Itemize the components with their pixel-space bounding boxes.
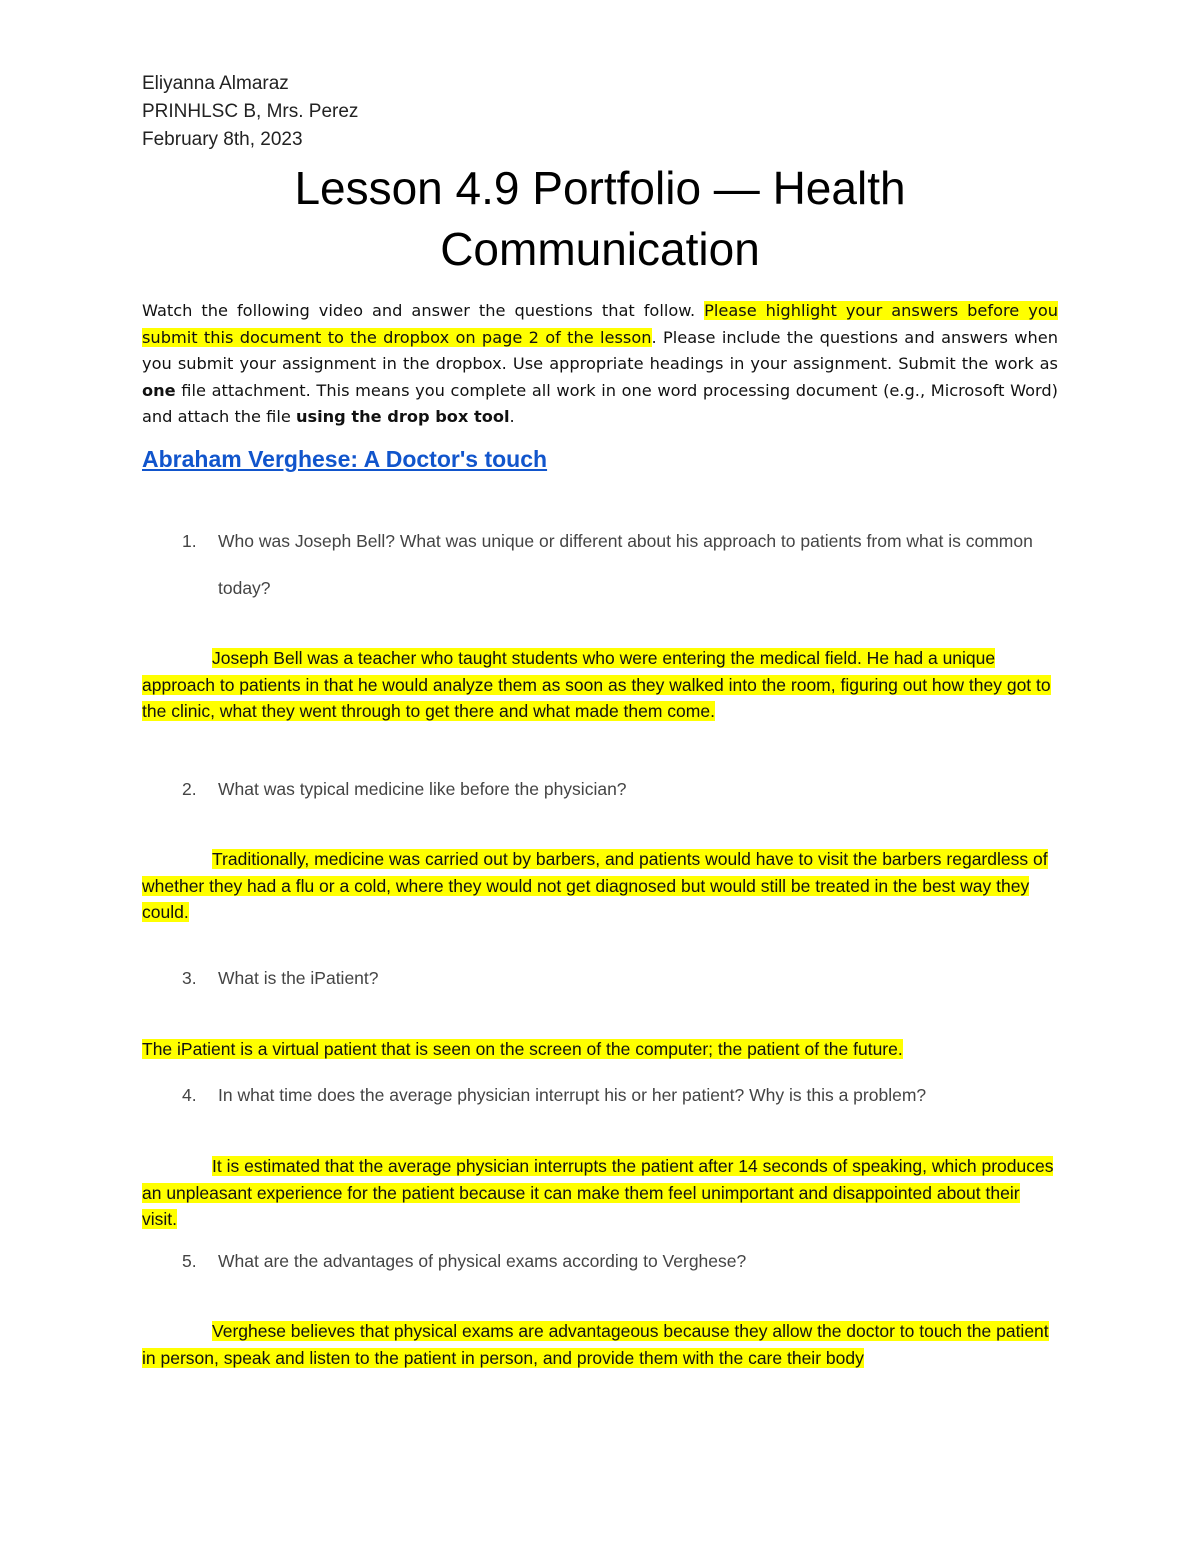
- answer-text: Traditionally, medicine was carried out by barbers, and patients would have to visit the barbers regardless of whether they had a flu or a cold, where they would not get diagnosed but would still be treated in the best way they could.: [142, 849, 1048, 922]
- answer-text: Joseph Bell was a teacher who taught students who were entering the medical field. He had a unique approach to patients in that he would analyze them as soon as they walked into the room, figuring out how they got to the clinic, what they went through to get there and what made them come.: [142, 648, 1051, 721]
- instructions-text-3: file attachment. This means you complete all work in one word processing document (e.g., Microsoft Word) and attach the file: [142, 380, 1058, 426]
- course-info: PRINHLSC B, Mrs. Perez: [142, 101, 359, 122]
- question-text: What is the iPatient?: [218, 968, 379, 988]
- video-link[interactable]: Abraham Verghese: A Doctor's touch: [142, 446, 548, 472]
- question-4: [182, 1072, 1062, 1119]
- answer-1: [142, 645, 1058, 725]
- answer-text: The iPatient is a virtual patient that is seen on the screen of the computer; the patient of the future.: [142, 1039, 903, 1059]
- instructions-bold-one: one: [142, 380, 176, 400]
- question-text: What are the advantages of physical exams according to Verghese?: [218, 1251, 747, 1271]
- question-text: Who was Joseph Bell? What was unique or different about his approach to patients from what is common today?: [218, 531, 1033, 598]
- question-5: [182, 1238, 1062, 1285]
- question-text: What was typical medicine like before the physician?: [218, 779, 627, 799]
- question-number: 2.: [182, 779, 197, 799]
- page-title-line-1: Lesson 4.9 Portfolio — Health: [294, 162, 906, 214]
- answer-5: [142, 1318, 1058, 1371]
- question-3: [182, 955, 1062, 1002]
- instructions-text-2: . Please include the questions and answers when you submit your assignment in the dropbox. Use appropriate headings in your assignment. Submit the work as: [142, 327, 1058, 373]
- answer-4: [142, 1153, 1058, 1233]
- document-date: February 8th, 2023: [142, 129, 303, 150]
- instructions-highlighted-text: Please highlight your answers before you submit this document to the dropbox on page 2 of the lesson: [142, 301, 1059, 347]
- document-header: [142, 70, 358, 154]
- page-title-line-2: Communication: [440, 223, 760, 275]
- student-name: Eliyanna Almaraz: [142, 73, 289, 94]
- answer-text: It is estimated that the average physician interrupts the patient after 14 seconds of speaking, which produces an unpleasant experience for the patient because it can make them feel unimportant and disappointed about their visit.: [142, 1156, 1054, 1229]
- answer-2: [142, 846, 1058, 926]
- instructions-bold-tool: using the drop box tool: [295, 407, 510, 426]
- question-number: 5.: [182, 1251, 197, 1271]
- instructions-text-4: .: [509, 407, 515, 426]
- question-text: In what time does the average physician interrupt his or her patient? Why is this a problem?: [218, 1085, 927, 1105]
- question-number: 1.: [182, 531, 197, 551]
- instructions-paragraph: [142, 298, 1058, 431]
- page-title: [0, 158, 1200, 280]
- answer-3: [142, 1036, 1058, 1063]
- question-1: [182, 518, 1062, 612]
- question-2: [182, 766, 1062, 813]
- question-number: 4.: [182, 1085, 197, 1105]
- answer-text: Verghese believes that physical exams are advantageous because they allow the doctor to touch the patient in person, speak and listen to the patient in person, and provide them with the care their body: [142, 1321, 1049, 1368]
- question-number: 3.: [182, 968, 197, 988]
- instructions-text-1: Watch the following video and answer the questions that follow.: [142, 301, 705, 320]
